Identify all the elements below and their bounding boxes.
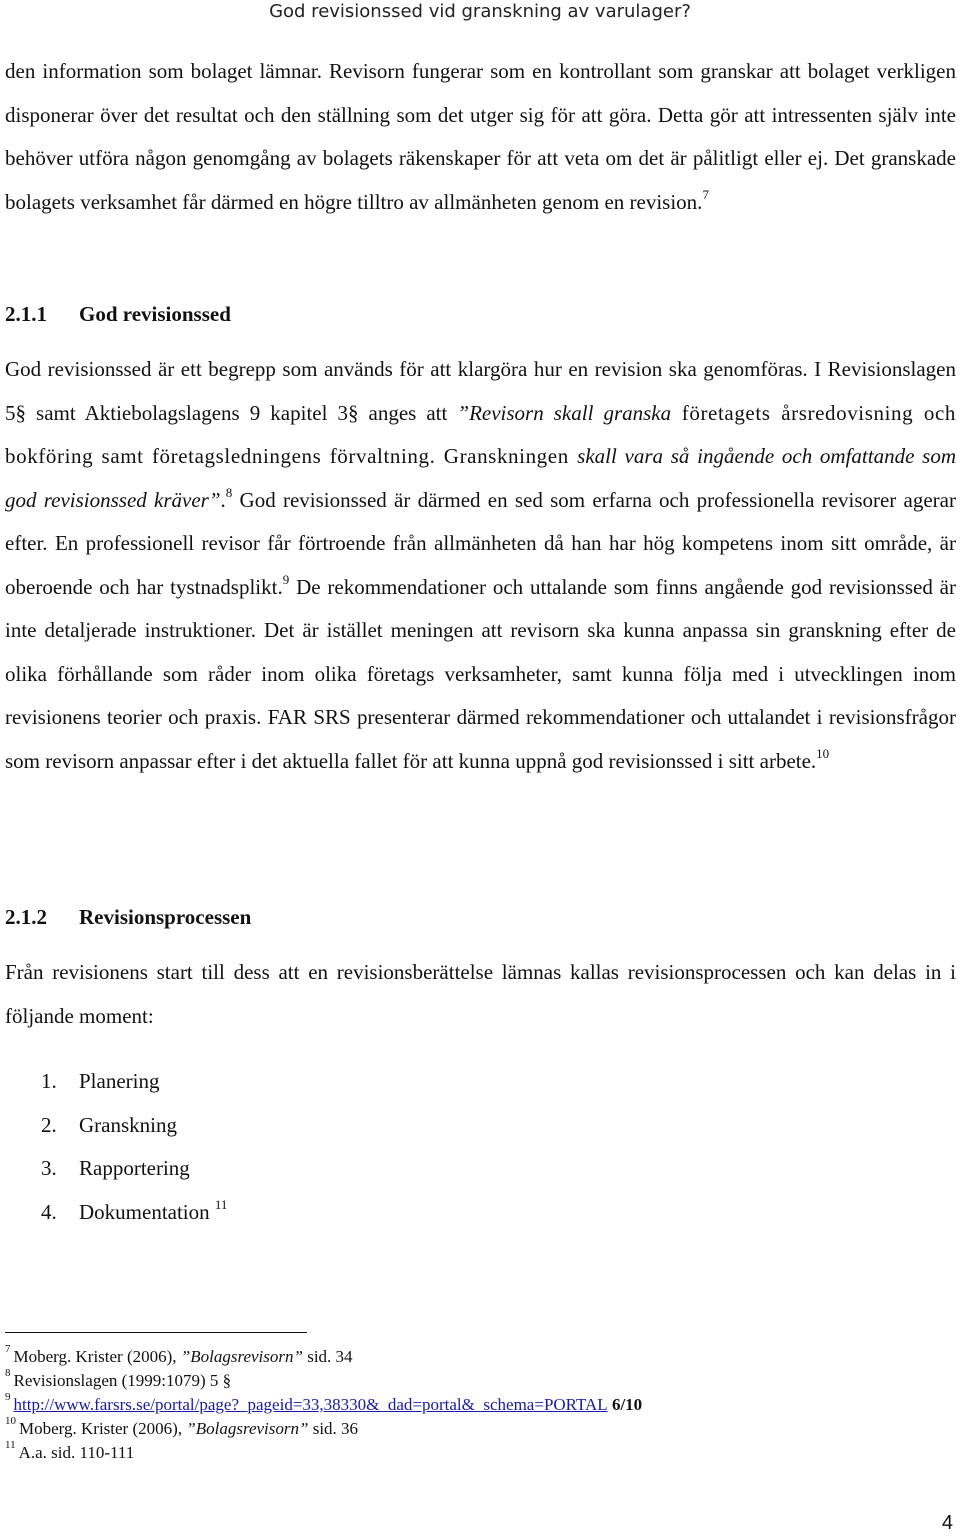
list-number: 2. — [41, 1112, 57, 1137]
footnote-ref-7: 7 — [702, 186, 709, 202]
list-item — [41, 1104, 227, 1148]
footnote-number: 9 — [5, 1391, 11, 1404]
footnote-ref-8: 8 — [225, 484, 233, 500]
footnote-title: ”Bolagsrevisorn” — [186, 1419, 309, 1438]
footnote-9 — [5, 1393, 642, 1417]
footnotes — [5, 1345, 642, 1465]
footnote-10 — [5, 1417, 642, 1441]
paragraph-intro — [5, 50, 956, 224]
footnote-number: 11 — [5, 1439, 16, 1452]
footnote-number: 7 — [5, 1343, 11, 1356]
footnote-number: 10 — [5, 1415, 16, 1428]
section-heading-god-revisionssed — [5, 300, 231, 328]
footnote-text: sid. 36 — [308, 1419, 359, 1438]
footnote-7 — [5, 1345, 642, 1369]
section-heading-revisionsprocessen — [5, 903, 251, 931]
section-title: God revisionssed — [79, 302, 231, 326]
paragraph-text: samt Aktiebolagslagens 9 kapitel 3 — [26, 400, 348, 425]
list-number: 3. — [41, 1156, 57, 1180]
paragraph-text: företagets årsredovisning och bokföring samt företagsledningens förvaltning. Granskningen — [5, 400, 956, 468]
list-label: Rapportering — [79, 1156, 190, 1180]
footnote-ref-11: 11 — [214, 1196, 228, 1212]
quote-text: skall vara så ingående och omfattande som god revisionssed kräver” — [5, 444, 956, 512]
list-label: Dokumentation — [79, 1199, 210, 1224]
section-sign-icon: § — [15, 400, 26, 425]
paragraph-god-revisionssed — [5, 348, 956, 783]
section-sign-icon: § — [222, 1371, 232, 1390]
section-number: 2.1.2 — [5, 905, 47, 929]
list-item — [41, 1147, 227, 1191]
list-label: Granskning — [79, 1112, 177, 1137]
section-number: 2.1.1 — [5, 302, 47, 326]
footnote-link[interactable]: http://www.farsrs.se/portal/page?_pageid=33,38330&_dad=portal&_schema=PORTAL — [13, 1395, 608, 1414]
footnote-number: 8 — [5, 1367, 11, 1380]
list-item — [41, 1060, 227, 1104]
paragraph-intro-text: den information som bolaget lämnar. Revisorn fungerar som en kontrollant som granskar att bolaget verkligen disponerar över det resultat och den ställning som det utger sig för att göra. Detta gör att intressenten själv inte behöver utföra någon genomgång av bolagets räkenskaper för att veta om det är pålitligt eller ej. Det granskade bolagets verksamhet får därmed en högre tilltro av allmänheten genom en revision. — [5, 59, 956, 214]
footnote-text: sid. 34 — [302, 1347, 353, 1366]
footnote-text: Moberg. Krister (2006), — [13, 1347, 181, 1366]
list-item — [41, 1191, 227, 1235]
paragraph-text: . — [220, 487, 226, 512]
footnote-text: Revisionslagen (1999:1079) 5 — [13, 1371, 223, 1390]
footnote-ref-10: 10 — [816, 745, 830, 761]
footnote-title: ”Bolagsrevisorn” — [180, 1347, 303, 1366]
process-steps-list — [41, 1060, 227, 1234]
footnote-11 — [5, 1441, 642, 1465]
page-number: 4 — [941, 1512, 953, 1534]
paragraph-revisionsprocessen: Från revisionens start till dess att en revisionsberättelse lämnas kallas revisionsprocessen och kan delas in i följande moment: — [5, 960, 956, 1028]
paragraph-text: God revisionssed är ett begrepp som används för att klargöra hur en revision ska genomföras. I Revisionslagen 5 — [5, 357, 956, 425]
section-sign-icon: § — [347, 400, 359, 425]
quote-text: ”Revisorn skall granska — [457, 400, 672, 425]
footnote-text: A.a. sid. 110-111 — [18, 1443, 135, 1462]
footnote-text: Moberg. Krister (2006), — [19, 1419, 187, 1438]
running-header: God revisionssed vid granskning av varulager? — [269, 1, 691, 22]
paragraph-text: God revisionssed är därmed en sed som erfarna och professionella revisorer agerar efter. En professionell revisor får förtroende från allmänheten då han har hög kompetens inom sitt område, är oberoende och har tystnadsplikt. — [5, 487, 956, 599]
footnote-ref-9: 9 — [282, 571, 290, 587]
paragraph-text: anges att — [358, 400, 458, 425]
list-label: Planering — [79, 1069, 160, 1093]
paragraph-text: De rekommendationer och uttalande som finns angående god revisionssed är inte detaljerade instruktioner. Det är istället meningen att revisorn ska kunna anpassa sin granskning efter de olika förhållande som råder inom olika företags verksamheter, samt kunna följa med i utvecklingen inom revisionens teorier och praxis. FAR SRS presenterar därmed rekommendationer och uttalandet i revisionsfrågor som revisorn anpassar efter i det aktuella fallet för att kunna uppnå god revisionssed i sitt arbete. — [5, 574, 956, 773]
list-number: 1. — [41, 1069, 57, 1093]
footnote-8 — [5, 1369, 642, 1393]
section-title: Revisionsprocessen — [79, 905, 252, 929]
footnote-text: 6/10 — [607, 1395, 643, 1414]
footnote-divider — [5, 1332, 307, 1333]
list-number: 4. — [41, 1199, 57, 1224]
